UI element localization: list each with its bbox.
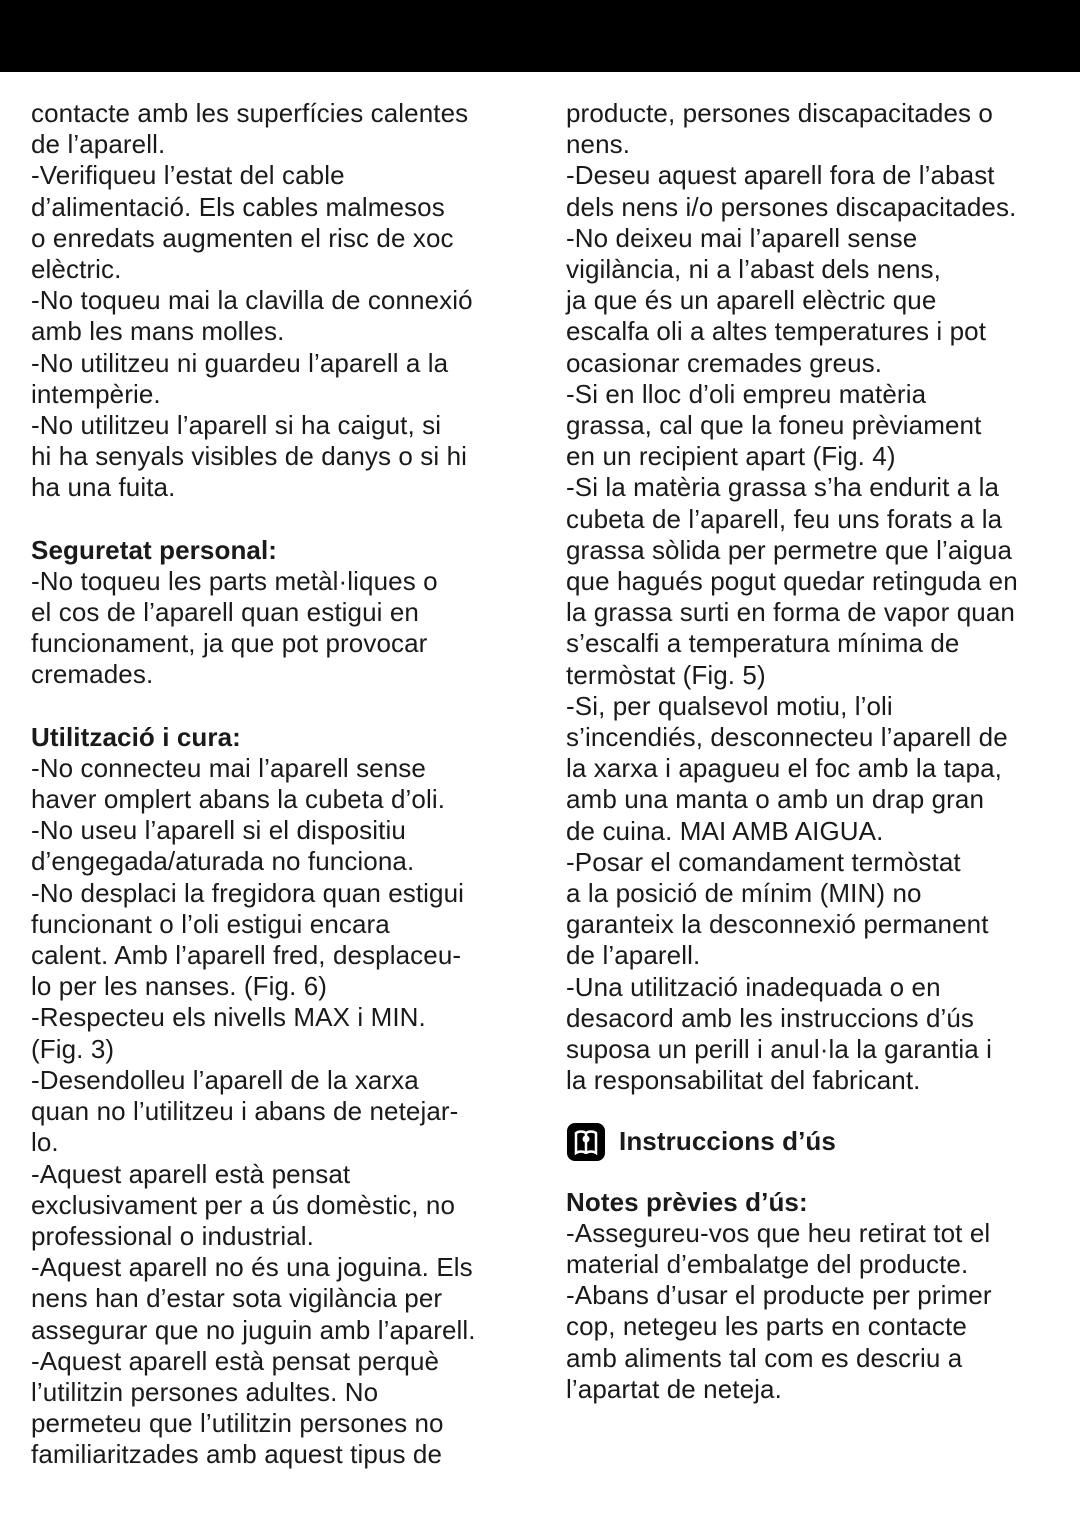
text-line: -Aquest aparell no és una joguina. Els	[31, 1252, 473, 1283]
text-line: funcionament, ja que pot provocar	[31, 628, 428, 659]
text-line: amb aliments tal com es descriu a	[566, 1342, 963, 1373]
text-line: professional o industrial.	[31, 1220, 314, 1251]
text-line: -No toqueu les parts metàl·liques o	[31, 565, 438, 596]
text-line: nens.	[566, 129, 631, 160]
text-line: lo per les nanses. (Fig. 6)	[31, 971, 328, 1002]
text-line: -Desendolleu l’aparell de la xarxa	[31, 1064, 419, 1095]
text-line: el cos de l’aparell quan estigui en	[31, 597, 419, 628]
text-line: -Aquest aparell està pensat	[31, 1158, 351, 1189]
header-bar	[0, 0, 1080, 72]
text-line: garanteix la desconnexió permanent	[566, 909, 989, 940]
text-line: -No useu l’aparell si el dispositiu	[31, 815, 406, 846]
text-line: s’escalfi a temperatura mínima de	[566, 628, 960, 659]
text-line: haver omplert abans la cubeta d’oli.	[31, 784, 446, 815]
text-line: -Deseu aquest aparell fora de l’abast	[566, 160, 995, 191]
text-line: nens han d’estar sota vigilància per	[31, 1283, 443, 1314]
text-line: la xarxa i apagueu el foc amb la tapa,	[566, 753, 1002, 784]
text-line: termòstat (Fig. 5)	[566, 659, 766, 690]
text-line: l’utilitzin persones adultes. No	[31, 1376, 379, 1407]
text-line: assegurar que no juguin amb l’aparell.	[31, 1314, 476, 1345]
text-line: intempèrie.	[31, 378, 161, 409]
text-line: desacord amb les instruccions d’ús	[566, 1002, 975, 1033]
text-line: escalfa oli a altes temperatures i pot	[566, 316, 987, 347]
text-block-safety-continued	[31, 98, 521, 504]
text-line: ja que és un aparell elèctric que	[566, 285, 937, 316]
text-line: familiaritzades amb aquest tipus de	[31, 1439, 443, 1470]
text-line: -No deixeu mai l’aparell sense	[566, 222, 918, 253]
text-line: -Si, per qualsevol motiu, l’oli	[566, 690, 893, 721]
text-line: producte, persones discapacitades o	[566, 98, 993, 128]
text-line: calent. Amb l’aparell fred, desplaceu-	[31, 940, 462, 971]
text-line: -Posar el comandament termòstat	[566, 846, 961, 877]
text-line: d’alimentació. Els cables malmesos	[31, 191, 445, 222]
text-line: de l’aparell.	[31, 129, 166, 160]
text-line: funcionant o l’oli estigui encara	[31, 908, 390, 939]
heading-preliminary-notes: Notes prèvies d’ús:	[566, 1186, 808, 1217]
text-line: quan no l’utilitzeu i abans de netejar-	[31, 1096, 459, 1127]
text-block-personal-safety	[31, 566, 521, 691]
text-line: dels nens i/o persones discapacitades.	[566, 191, 1017, 222]
text-line: exclusivament per a ús domèstic, no	[31, 1189, 456, 1220]
text-line: contacte amb les superfícies calentes	[31, 98, 469, 128]
text-line: material d’embalatge del producte.	[566, 1248, 969, 1279]
text-line: d’engegada/aturada no funciona.	[31, 846, 415, 877]
text-line: elèctric.	[31, 254, 122, 285]
text-line: a la posició de mínim (MIN) no	[566, 878, 922, 909]
text-line: (Fig. 3)	[31, 1033, 115, 1064]
text-line: cubeta de l’aparell, feu uns forats a la	[566, 503, 1003, 534]
text-line: -No connecteu mai l’aparell sense	[31, 752, 426, 783]
text-line: -Aquest aparell està pensat perquè	[31, 1345, 440, 1376]
text-line: de l’aparell.	[566, 940, 701, 971]
text-line: -Verifiqueu l’estat del cable	[31, 160, 345, 191]
text-line: -No desplaci la fregidora quan estigui	[31, 877, 465, 908]
text-line: -Si la matèria grassa s’ha endurit a la	[566, 472, 1000, 503]
text-line: ocasionar cremades greus.	[566, 347, 883, 378]
heading-use-care: Utilització i cura:	[31, 721, 241, 752]
heading-personal-safety: Seguretat personal:	[31, 534, 278, 565]
text-block-preliminary-notes	[566, 1218, 1056, 1405]
text-line: o enredats augmenten el risc de xoc	[31, 222, 454, 253]
text-line: -No utilitzeu ni guardeu l’aparell a la	[31, 347, 449, 378]
right-column	[566, 98, 1056, 1405]
text-line: -Si en lloc d’oli empreu matèria	[566, 378, 927, 409]
text-line: -Assegureu-vos que heu retirat tot el	[566, 1217, 991, 1248]
text-line: s’incendiés, desconnecteu l’aparell de	[566, 722, 1008, 753]
text-line: -No utilitzeu l’aparell si ha caigut, si	[31, 410, 442, 441]
instructions-book-icon	[567, 1123, 605, 1161]
text-line: vigilància, ni a l’abast dels nens,	[566, 254, 941, 285]
text-line: grassa, cal que la foneu prèviament	[566, 410, 982, 441]
text-line: -Abans d’usar el producte per primer	[566, 1280, 992, 1311]
text-line: cremades.	[31, 659, 154, 690]
text-line: -No toqueu mai la clavilla de connexió	[31, 285, 473, 316]
text-line: ha una fuita.	[31, 472, 176, 503]
text-line: grassa sòlida per permetre que l’aigua	[566, 534, 1013, 565]
text-line: -Respecteu els nivells MAX i MIN.	[31, 1002, 426, 1033]
text-line: hi ha senyals visibles de danys o si hi	[31, 441, 468, 472]
text-line: -Una utilització inadequada o en	[566, 971, 941, 1002]
text-line: de cuina. MAI AMB AIGUA.	[566, 815, 884, 846]
text-line: cop, netegeu les parts en contacte	[566, 1311, 967, 1342]
text-block-safety-warnings	[566, 98, 1056, 1097]
text-line: en un recipient apart (Fig. 4)	[566, 441, 896, 472]
section-instructions	[566, 1122, 1056, 1162]
text-line: amb les mans molles.	[31, 316, 285, 347]
text-line: que hagués pogut quedar retinguda en	[566, 566, 1018, 597]
left-column	[31, 98, 521, 1471]
text-line: amb una manta o amb un drap gran	[566, 784, 985, 815]
text-line: la grassa surti en forma de vapor quan	[566, 597, 1015, 628]
text-line: l’apartat de neteja.	[566, 1373, 782, 1404]
text-line: permeteu que l’utilitzin persones no	[31, 1408, 444, 1439]
text-line: lo.	[31, 1127, 59, 1158]
text-line: la responsabilitat del fabricant.	[566, 1065, 921, 1096]
text-block-use-care	[31, 753, 521, 1471]
text-line: suposa un perill i anul·la la garantia i	[566, 1034, 993, 1065]
heading-instructions: Instruccions d’ús	[619, 1125, 836, 1156]
